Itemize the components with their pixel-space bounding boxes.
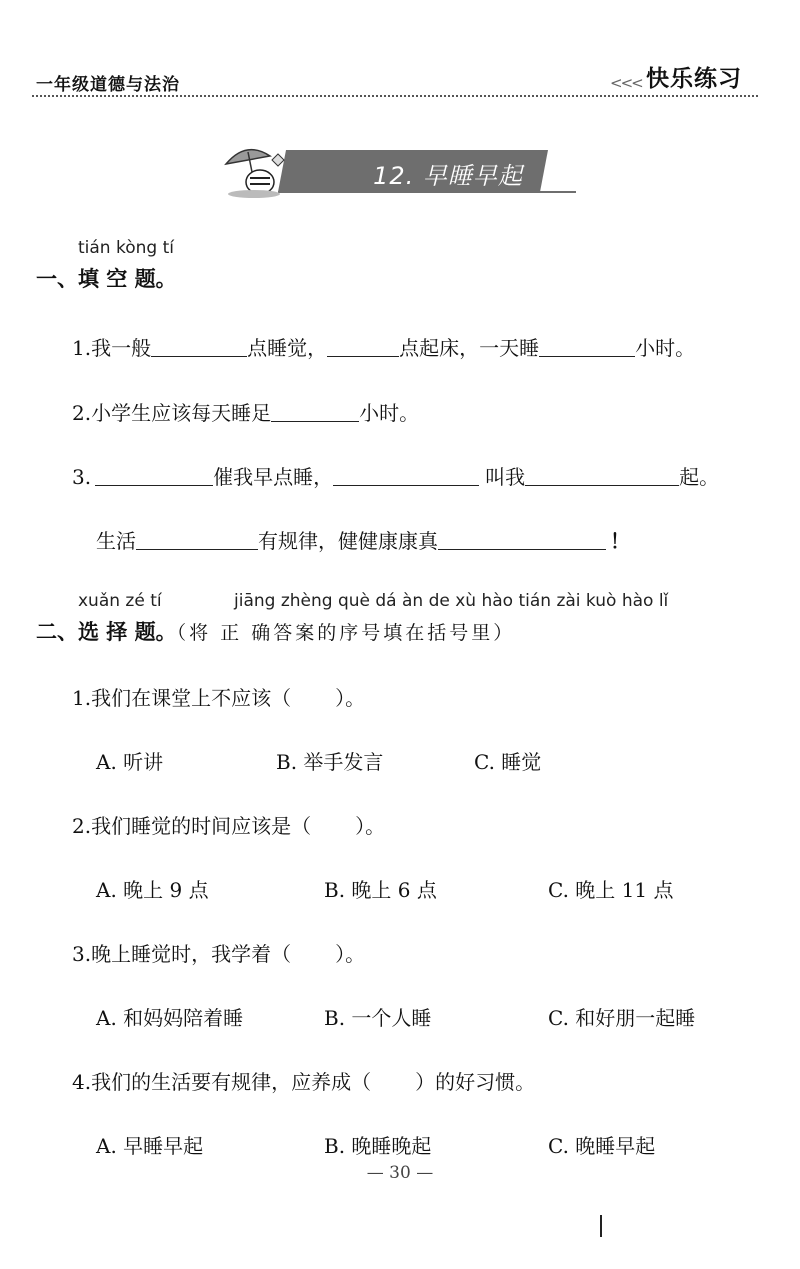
fill-question-3 (72, 461, 719, 490)
section2-title (36, 616, 515, 646)
question-text: 小时。 (359, 401, 420, 425)
lesson-banner (218, 138, 578, 200)
choice-question (72, 938, 365, 967)
answer-blank[interactable] (271, 401, 359, 422)
arrows-icon: <<< (610, 74, 642, 92)
answer-blank[interactable] (333, 465, 479, 486)
question-text: ！ (610, 529, 630, 553)
choice-question (72, 810, 385, 839)
choice-question (72, 682, 365, 711)
header-divider (32, 95, 758, 97)
series-title: 快乐练习 (646, 66, 742, 92)
section2-heading: 二、选 择 题。 (36, 620, 177, 644)
answer-blank[interactable] (438, 529, 606, 550)
question-text: 小时。 (635, 336, 696, 360)
question-text: 生活 (96, 529, 136, 553)
question-number: 3. (72, 942, 92, 966)
section2-instruction: （将 正 确答案的序号填在括号里） (176, 622, 516, 644)
subject-label: 一年级道德与法治 (36, 75, 180, 95)
fill-question-2 (72, 397, 419, 426)
answer-blank[interactable] (136, 529, 258, 550)
edge-mark (600, 1215, 602, 1237)
question-text: ）。 (355, 814, 386, 838)
question-number: 3. (72, 465, 92, 489)
question-text: 点起床，一天睡 (399, 336, 540, 360)
fill-question-3-continued (96, 525, 630, 554)
choice-option[interactable]: B. 一个人睡 (324, 1006, 432, 1030)
lesson-title: 12. 早睡早起 (373, 162, 523, 190)
question-text: 我一般 (91, 336, 152, 360)
section1-pinyin: tián kòng tí (78, 238, 174, 258)
answer-blank[interactable] (327, 336, 399, 357)
answer-blank[interactable] (525, 465, 679, 486)
question-text: 小学生应该每天睡足 (91, 401, 272, 425)
question-text: ）。 (335, 942, 366, 966)
question-text: 我们在课堂上不应该（ (91, 686, 292, 710)
question-number: 2. (72, 401, 92, 425)
answer-blank[interactable] (151, 336, 247, 357)
question-text: ）的好习惯。 (415, 1070, 536, 1094)
choice-option[interactable]: B. 晚睡晚起 (324, 1134, 432, 1158)
section2-note-pinyin: jiāng zhèng què dá àn de xù hào tián zài kuò hào lǐ (234, 591, 669, 611)
question-text: 点睡觉， (247, 336, 328, 360)
zebra-umbrella-icon (226, 150, 284, 198)
section2-pinyin: xuǎn zé tí (78, 591, 162, 611)
question-text: 起。 (679, 465, 720, 489)
answer-blank[interactable] (95, 465, 213, 486)
choice-option[interactable]: A. 早睡早起 (96, 1134, 204, 1158)
question-number: 4. (72, 1070, 92, 1094)
question-text: ）。 (335, 686, 366, 710)
page-number: — 30 — (366, 1163, 434, 1183)
question-number: 1. (72, 686, 92, 710)
choice-option[interactable]: B. 晚上 6 点 (324, 878, 437, 902)
question-text: 催我早点睡， (213, 465, 334, 489)
choice-option[interactable]: C. 睡觉 (474, 750, 542, 774)
fill-question-1 (72, 332, 695, 361)
question-text: 叫我 (485, 465, 526, 489)
choice-option[interactable]: A. 和妈妈陪着睡 (96, 1006, 244, 1030)
choice-option[interactable]: A. 听讲 (96, 750, 164, 774)
question-number: 1. (72, 336, 92, 360)
question-text: 晚上睡觉时，我学着（ (91, 942, 292, 966)
choice-option[interactable]: C. 晚睡早起 (548, 1134, 656, 1158)
question-number: 2. (72, 814, 92, 838)
choice-option[interactable]: C. 和好朋一起睡 (548, 1006, 696, 1030)
question-text: 我们的生活要有规律，应养成（ (91, 1070, 372, 1094)
choice-option[interactable]: B. 举手发言 (276, 750, 384, 774)
question-text: 有规律，健健康康真 (258, 529, 438, 553)
choice-option[interactable]: A. 晚上 9 点 (96, 878, 209, 902)
choice-option[interactable]: C. 晚上 11 点 (548, 878, 674, 902)
choice-question (72, 1066, 535, 1095)
question-text: 我们睡觉的时间应该是（ (91, 814, 312, 838)
section1-title: 一、填 空 题。 (36, 267, 177, 291)
answer-blank[interactable] (539, 336, 635, 357)
